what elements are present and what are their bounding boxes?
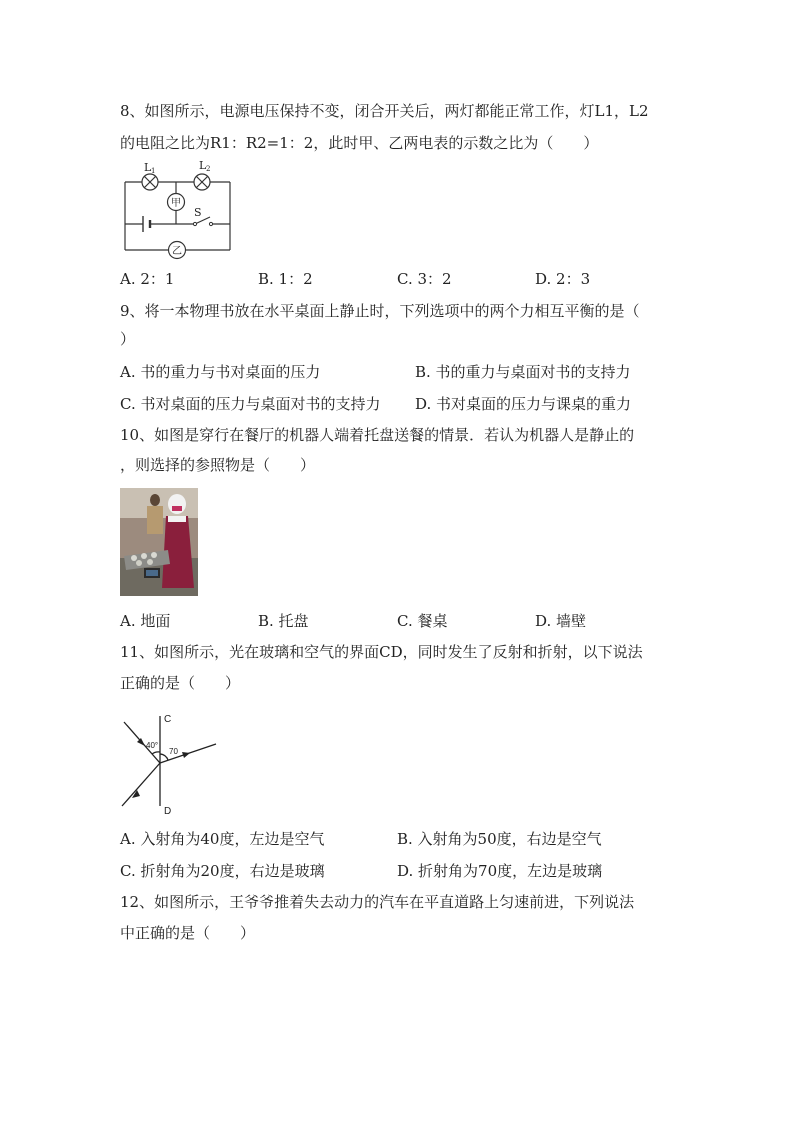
label-c: C: [164, 714, 172, 725]
q11-text-line2: 正确的是（ ）: [120, 674, 241, 692]
lamp1-subscript: 1: [151, 167, 156, 175]
ray-arrow-icon: [132, 738, 190, 798]
q8-option-d[interactable]: D. 2：3: [535, 270, 591, 288]
label-d: D: [164, 806, 172, 817]
q8-option-c[interactable]: C. 3：2: [397, 270, 452, 288]
q10-text-line2: ，则选择的参照物是（ ）: [120, 456, 316, 474]
q12-text-line1: 12、如图所示，王爷爷推着失去动力的汽车在平直道路上匀速前进，下列说法: [120, 893, 635, 911]
robot-waiter-photo: [120, 488, 198, 596]
q11-option-b[interactable]: B. 入射角为50度，右边是空气: [397, 830, 602, 848]
q10-option-b[interactable]: B. 托盘: [258, 612, 309, 630]
q9-option-c[interactable]: C. 书对桌面的压力与桌面对书的支持力: [120, 395, 381, 413]
meter-jia-icon: [168, 194, 185, 211]
q11-option-d[interactable]: D. 折射角为70度，左边是玻璃: [397, 862, 603, 880]
q9-option-d[interactable]: D. 书对桌面的压力与课桌的重力: [415, 395, 632, 413]
q9-option-b[interactable]: B. 书的重力与桌面对书的支持力: [415, 363, 631, 381]
q8-text-line2: 的电阻之比为R1：R2=1：2，此时甲、乙两电表的示数之比为（ ）: [120, 134, 599, 152]
lamp1-label: L: [144, 161, 152, 174]
q10-option-a[interactable]: A. 地面: [120, 612, 171, 630]
q9-text-line2: ）: [120, 330, 136, 348]
q8-option-b[interactable]: B. 1：2: [258, 270, 313, 288]
q12-text-line2: 中正确的是（ ）: [120, 924, 256, 942]
circuit-diagram: [118, 155, 238, 260]
q8-option-a[interactable]: A. 2：1: [120, 270, 175, 288]
lamp2-label: L: [199, 159, 207, 172]
q11-text-line1: 11、如图所示，光在玻璃和空气的界面CD，同时发生了反射和折射，以下说法: [120, 643, 643, 661]
switch-icon: [193, 222, 212, 225]
switch-label: S: [194, 206, 202, 219]
lamp-l1-icon: [142, 174, 158, 190]
q10-option-c[interactable]: C. 餐桌: [397, 612, 448, 630]
lamp2-subscript: 2: [206, 165, 211, 173]
refraction-diagram: [118, 708, 223, 820]
battery-icon: [143, 216, 150, 232]
q10-text-line1: 10、如图是穿行在餐厅的机器人端着托盘送餐的情景．若认为机器人是静止的: [120, 426, 635, 444]
angle-label-b: 70: [169, 747, 178, 756]
q11-option-a[interactable]: A. 入射角为40度，左边是空气: [120, 830, 325, 848]
q9-option-a[interactable]: A. 书的重力与书对桌面的压力: [120, 363, 321, 381]
lamp-l2-icon: [194, 174, 210, 190]
meter-yi-icon: [169, 242, 186, 259]
angle-label-a: 40°: [146, 741, 159, 750]
q10-option-d[interactable]: D. 墙壁: [535, 612, 587, 630]
q9-text-line1: 9、将一本物理书放在水平桌面上静止时，下列选项中的两个力相互平衡的是（: [120, 302, 640, 320]
q11-option-c[interactable]: C. 折射角为20度，右边是玻璃: [120, 862, 325, 880]
q8-text-line1: 8、如图所示，电源电压保持不变，闭合开关后，两灯都能正常工作，灯L1，L2: [120, 102, 649, 120]
meter-jia-label: 甲: [171, 198, 181, 209]
meter-yi-label: 乙: [172, 246, 182, 257]
